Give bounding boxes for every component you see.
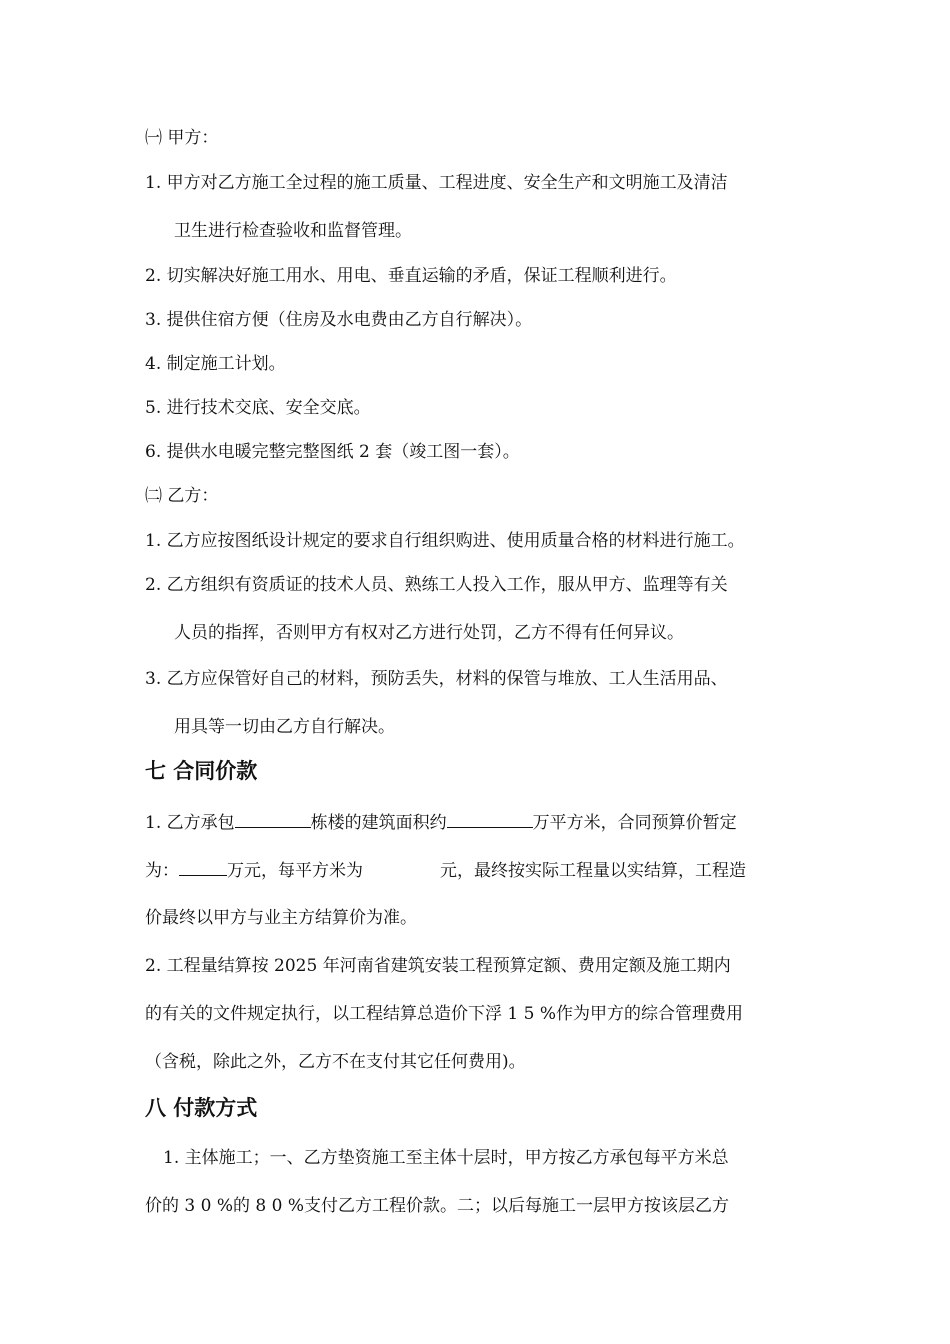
payment-p1-line2: 价的 3 0 %的 8 0 %支付乙方工程价款。二；以后每施工一层甲方按该层乙方 bbox=[145, 1196, 729, 1216]
contract-price-p1-line2 bbox=[145, 857, 746, 883]
party-a-item-4: 4. 制定施工计划。 bbox=[145, 354, 286, 374]
contract-price-p1-line3: 价最终以甲方与业主方结算价为准。 bbox=[145, 908, 417, 928]
blank-building-count bbox=[235, 809, 311, 828]
contract-price-text-a: 1. 乙方承包 bbox=[145, 813, 235, 833]
party-a-item-2: 2. 切实解决好施工用水、用电、垂直运输的矛盾，保证工程顺利进行。 bbox=[145, 266, 677, 286]
party-b-item-3-cont: 用具等一切由乙方自行解决。 bbox=[174, 717, 395, 737]
contract-price-p2-line3: （含税，除此之外，乙方不在支付其它任何费用)。 bbox=[145, 1052, 526, 1072]
section-title-contract-price: 七 合同价款 bbox=[145, 759, 258, 783]
party-b-item-1: 1. 乙方应按图纸设计规定的要求自行组织购进、使用质量合格的材料进行施工。 bbox=[145, 531, 745, 551]
contract-price-text-e: 万元，每平方米为 bbox=[227, 861, 363, 881]
party-a-item-3: 3. 提供住宿方便（住房及水电费由乙方自行解决）。 bbox=[145, 310, 533, 330]
contract-price-p1-line1 bbox=[145, 809, 737, 835]
contract-price-p2-line2: 的有关的文件规定执行，以工程结算总造价下浮 1 5 %作为甲方的综合管理费用 bbox=[145, 1004, 743, 1024]
contract-price-text-f: 元，最终按实际工程量以实结算，工程造 bbox=[440, 861, 746, 881]
contract-price-p2-line1: 2. 工程量结算按 2025 年河南省建筑安装工程预算定额、费用定额及施工期内 bbox=[145, 956, 731, 976]
party-a-item-1-cont: 卫生进行检查验收和监督管理。 bbox=[174, 221, 412, 241]
blank-total-price bbox=[179, 857, 227, 876]
party-b-item-3: 3. 乙方应保管好自己的材料，预防丢失，材料的保管与堆放、工人生活用品、 bbox=[145, 669, 728, 689]
contract-price-text-c: 万平方米，合同预算价暂定 bbox=[532, 813, 737, 833]
blank-floor-area bbox=[447, 809, 533, 828]
heading-party-b: ㈡ 乙方： bbox=[145, 486, 219, 506]
contract-price-text-d: 为： bbox=[145, 861, 179, 881]
party-a-item-5: 5. 进行技术交底、安全交底。 bbox=[145, 398, 371, 418]
party-b-item-2-cont: 人员的指挥，否则甲方有权对乙方进行处罚，乙方不得有任何异议。 bbox=[174, 623, 684, 643]
party-a-item-1: 1. 甲方对乙方施工全过程的施工质量、工程进度、安全生产和文明施工及清洁 bbox=[145, 173, 728, 193]
payment-p1-line1: 1. 主体施工；一、乙方垫资施工至主体十层时，甲方按乙方承包每平方米总 bbox=[163, 1148, 729, 1168]
party-a-item-6: 6. 提供水电暖完整完整图纸 2 套（竣工图一套）。 bbox=[145, 442, 520, 462]
section-title-payment-method: 八 付款方式 bbox=[145, 1096, 258, 1120]
party-b-item-2: 2. 乙方组织有资质证的技术人员、熟练工人投入工作，服从甲方、监理等有关 bbox=[145, 575, 728, 595]
heading-party-a: ㈠ 甲方： bbox=[145, 128, 219, 148]
contract-price-text-b: 栋楼的建筑面积约 bbox=[310, 813, 447, 833]
